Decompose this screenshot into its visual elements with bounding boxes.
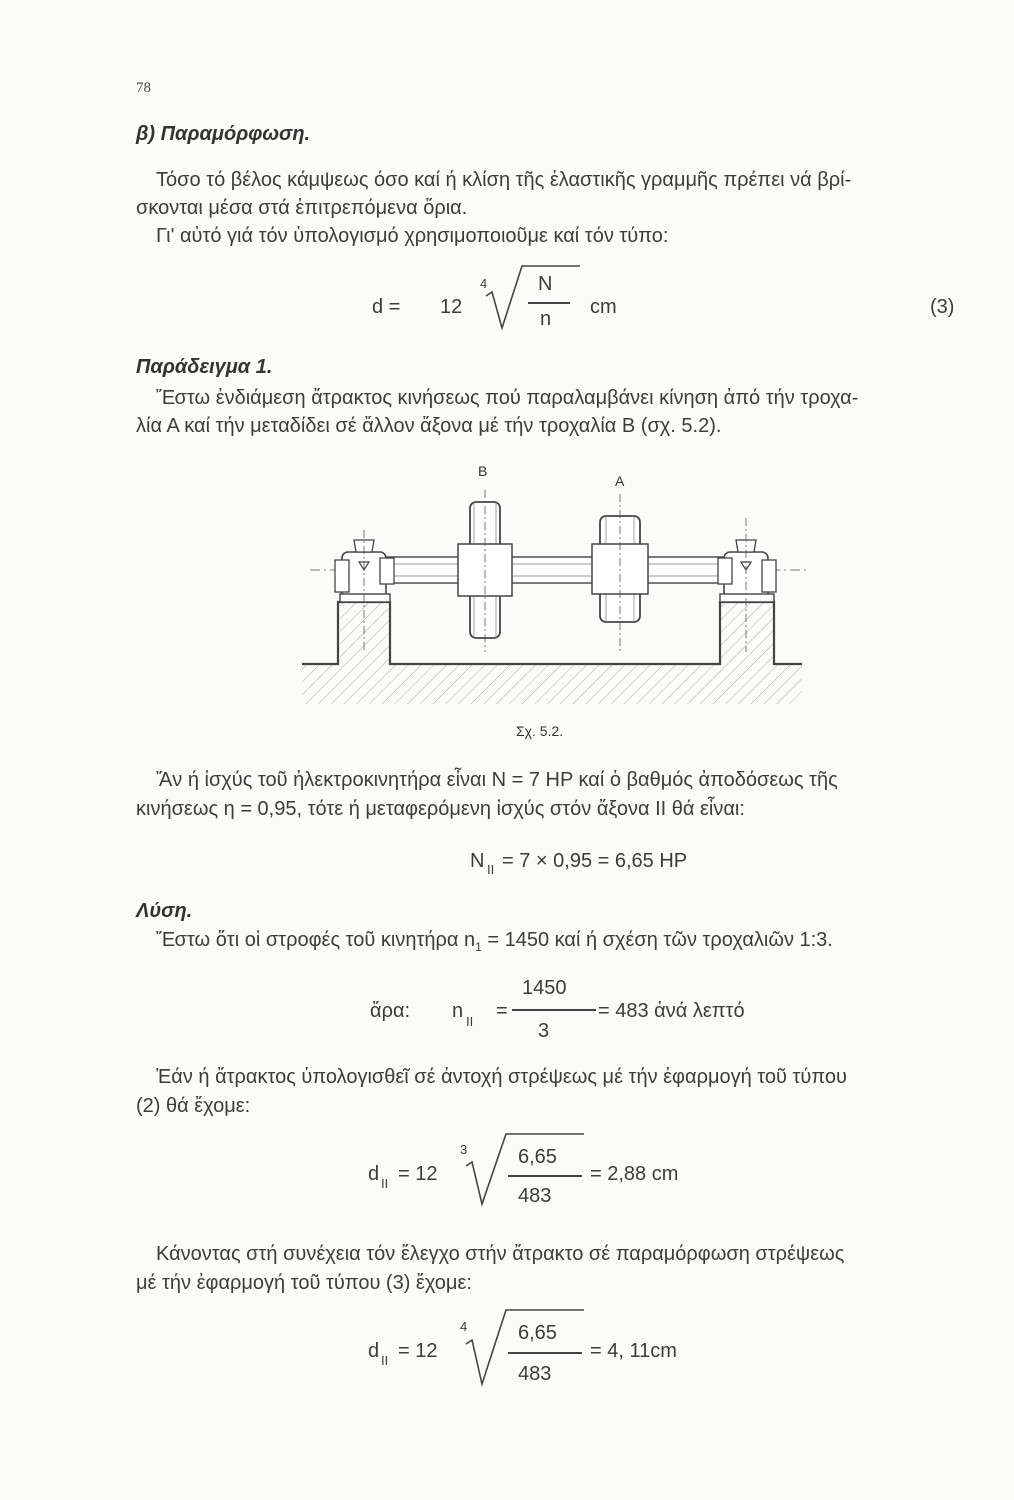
fraction-bar [508, 1352, 582, 1354]
figure-caption: Σχ. 5.2. [516, 723, 564, 739]
formula1-lhs: d = [372, 296, 401, 318]
formula4-eq: = 12 [398, 1163, 438, 1185]
para1-line1: Τόσο τό βέλος κάμψεως όσο καί ή κλίση τῆς ἐλαστικῆς γραμμῆς πρέπει νά βρί- [156, 169, 852, 191]
para4-line1: Ἐάν ή ἄτρακτος ὑπολογισθεῖ σέ ἀντοχή στρέψεως μέ τήν ἐφαρμογή τοῦ τύπου [156, 1066, 847, 1088]
formula1-root-index: 4 [480, 276, 488, 291]
formula4-root-index: 3 [460, 1142, 468, 1157]
formula5-symbol: d [368, 1340, 380, 1362]
shaft-figure [290, 452, 820, 714]
example-line1: Ἔστω ἐνδιάμεση ἄτρακτος κινήσεως πού παραλαμβάνει κίνηση ἀπό τήν τροχα- [156, 387, 859, 409]
para3-line2: κινήσεως η = 0,95, τότε ή μεταφερόμενη ἰσχύς στόν ἄξονα ΙΙ θά εἶναι: [136, 798, 745, 820]
formula5-result: = 4, 11cm [590, 1340, 677, 1362]
formula4-sub: II [381, 1176, 389, 1191]
solution-sub: 1 [475, 940, 482, 954]
formula3-denominator: 3 [538, 1020, 550, 1042]
solution-text: Ἔστω ὅτι οἱ στροφές τοῦ κινητήρα n [156, 929, 476, 951]
fraction-bar [512, 1009, 596, 1011]
formula4-symbol: d [368, 1163, 380, 1185]
para5-line1: Κάνοντας στή συνέχεια τόν ἔλεγχο στήν ἄτρακτο σέ παραμόρφωση στρέψεως [156, 1243, 845, 1265]
formula3-symbol: n [452, 1000, 464, 1022]
para1-line2: σκονται μέσα στά ἐπιτρεπόμενα ὅρια. [136, 197, 468, 219]
left-support-hatch [340, 602, 390, 664]
fraction-bar [508, 1175, 582, 1177]
right-support-hatch [720, 602, 774, 664]
label-a: A [615, 473, 625, 489]
formula5-eq: = 12 [398, 1340, 438, 1362]
solution-rest: = 1450 καί ή σχέση τῶν τροχαλιῶν 1:3. [487, 929, 833, 951]
solution-heading: Λύση. [136, 900, 193, 922]
formula5-root-index: 4 [460, 1319, 468, 1334]
formula4-denominator: 483 [518, 1185, 552, 1207]
solution-line [156, 926, 833, 957]
fraction-bar [528, 302, 570, 304]
label-b: B [478, 463, 488, 479]
para4-line2: (2) θά ἔχομε: [136, 1095, 251, 1117]
example-line2: λία Α καί τήν μεταδίδει σέ ἄλλον ἄξονα μέ τήν τροχαλία Β (σχ. 5.2). [136, 415, 722, 437]
formula1-label: (3) [930, 296, 955, 318]
formula4-result: = 2,88 cm [590, 1163, 679, 1185]
formula5-sub: II [381, 1353, 389, 1368]
ground-hatch [302, 664, 802, 704]
example-heading: Παράδειγμα 1. [136, 356, 273, 378]
formula1-numerator: N [538, 273, 553, 295]
section-heading: β) Παραμόρφωση. [136, 123, 311, 145]
para3-line1: Ἄν ή ἰσχύς τοῦ ἠλεκτροκινητήρα εἶναι N = 7 HP καί ὁ βαθμός ἀποδόσεως τῆς [156, 769, 838, 791]
formula3-numerator: 1450 [522, 977, 567, 999]
formula1-coef: 12 [440, 296, 463, 318]
shaft [380, 557, 730, 583]
formula4-numerator: 6,65 [518, 1146, 557, 1168]
formula2-rest: = 7 × 0,95 = 6,65 HP [502, 850, 688, 872]
formula1-unit: cm [590, 296, 617, 318]
para5-line2: μέ τήν ἐφαρμογή τοῦ τύπου (3) ἔχομε: [136, 1272, 472, 1294]
formula1-denominator: n [540, 308, 552, 330]
para2: Γι' αὐτό γιά τόν ὑπολογισμό χρησιμοποιοῦμε καί τόν τύπο: [156, 225, 669, 247]
formula3-prefix: ἄρα: [370, 1000, 411, 1022]
formula2-sub: II [487, 862, 495, 877]
formula5-numerator: 6,65 [518, 1322, 557, 1344]
radical-sign [484, 262, 584, 332]
formula3-eq: = [496, 1000, 508, 1022]
formula5-denominator: 483 [518, 1363, 552, 1385]
page-number: 78 [136, 80, 151, 96]
formula3-result: = 483 ἀνά λεπτό [598, 1000, 745, 1022]
formula3-sub: II [466, 1014, 474, 1029]
formula2-symbol: N [470, 850, 485, 872]
